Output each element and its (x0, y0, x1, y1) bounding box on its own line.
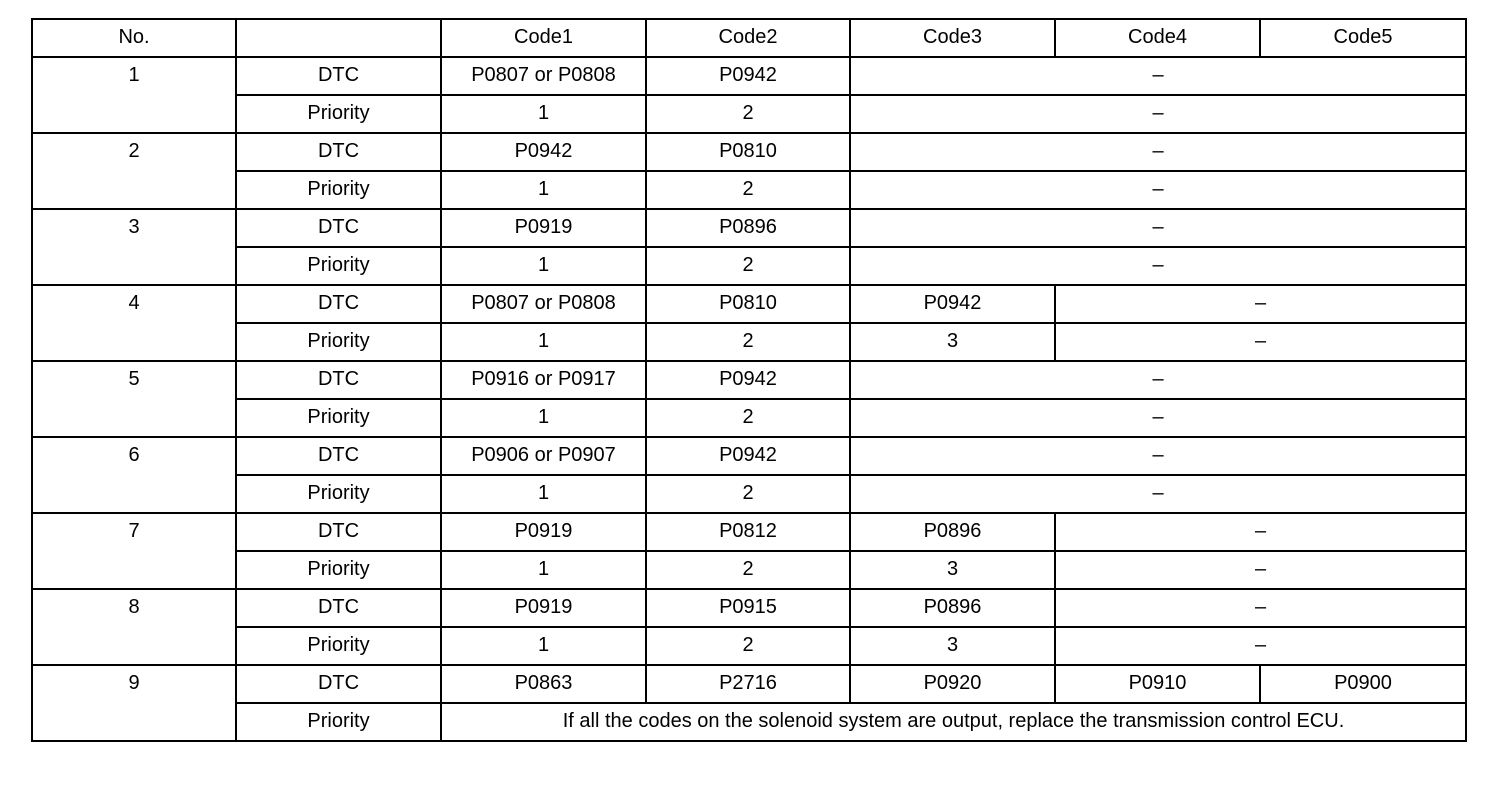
table-header-row (32, 19, 1466, 57)
dtc-empty: – (1055, 513, 1466, 551)
priority-empty: – (850, 399, 1466, 437)
header-code3: Code3 (850, 19, 1055, 57)
priority-value: 2 (646, 247, 850, 285)
priority-label: Priority (236, 247, 441, 285)
dtc-label: DTC (236, 57, 441, 95)
dtc-code: P0919 (441, 513, 646, 551)
priority-value: 1 (441, 551, 646, 589)
priority-label: Priority (236, 399, 441, 437)
table-row (32, 513, 1466, 551)
table-row (32, 133, 1466, 171)
table-row (32, 589, 1466, 627)
priority-value: 2 (646, 475, 850, 513)
dtc-code: P0906 or P0907 (441, 437, 646, 475)
priority-value: 2 (646, 323, 850, 361)
priority-value: 1 (441, 171, 646, 209)
dtc-code: P0919 (441, 209, 646, 247)
dtc-code: P0942 (441, 133, 646, 171)
dtc-code: P0807 or P0808 (441, 285, 646, 323)
priority-label: Priority (236, 703, 441, 741)
table-row (32, 323, 1466, 361)
dtc-label: DTC (236, 285, 441, 323)
priority-value: 2 (646, 95, 850, 133)
priority-empty: – (850, 171, 1466, 209)
table-row (32, 171, 1466, 209)
dtc-code: P0863 (441, 665, 646, 703)
table-row (32, 437, 1466, 475)
dtc-code: P0910 (1055, 665, 1260, 703)
table-row (32, 703, 1466, 741)
header-code2: Code2 (646, 19, 850, 57)
header-code1: Code1 (441, 19, 646, 57)
priority-label: Priority (236, 323, 441, 361)
dtc-label: DTC (236, 437, 441, 475)
priority-label: Priority (236, 627, 441, 665)
dtc-code: P0920 (850, 665, 1055, 703)
table-row (32, 627, 1466, 665)
dtc-empty: – (850, 437, 1466, 475)
dtc-empty: – (850, 133, 1466, 171)
row-number: 2 (32, 133, 236, 209)
priority-value: 1 (441, 475, 646, 513)
priority-empty: – (850, 247, 1466, 285)
dtc-code: P0896 (850, 589, 1055, 627)
table-row (32, 361, 1466, 399)
dtc-empty: – (850, 361, 1466, 399)
table-row (32, 399, 1466, 437)
dtc-code: P0900 (1260, 665, 1466, 703)
dtc-code: P0942 (646, 57, 850, 95)
priority-label: Priority (236, 171, 441, 209)
table-row (32, 665, 1466, 703)
dtc-priority-table (31, 18, 1467, 742)
dtc-code: P0942 (646, 361, 850, 399)
priority-value: 2 (646, 627, 850, 665)
priority-value: 2 (646, 551, 850, 589)
priority-value: 1 (441, 323, 646, 361)
priority-note: If all the codes on the solenoid system are output, replace the transmission control ECU. (441, 703, 1466, 741)
header-label (236, 19, 441, 57)
table-row (32, 551, 1466, 589)
priority-empty: – (850, 95, 1466, 133)
dtc-label: DTC (236, 133, 441, 171)
row-number: 3 (32, 209, 236, 285)
dtc-label: DTC (236, 513, 441, 551)
dtc-empty: – (850, 57, 1466, 95)
dtc-code: P0807 or P0808 (441, 57, 646, 95)
row-number: 4 (32, 285, 236, 361)
dtc-code: P0810 (646, 285, 850, 323)
dtc-code: P2716 (646, 665, 850, 703)
row-number: 6 (32, 437, 236, 513)
row-number: 1 (32, 57, 236, 133)
priority-empty: – (1055, 323, 1466, 361)
dtc-label: DTC (236, 665, 441, 703)
dtc-code: P0942 (646, 437, 850, 475)
dtc-code: P0916 or P0917 (441, 361, 646, 399)
dtc-code: P0810 (646, 133, 850, 171)
priority-empty: – (1055, 627, 1466, 665)
dtc-empty: – (1055, 285, 1466, 323)
dtc-code: P0812 (646, 513, 850, 551)
table-row (32, 57, 1466, 95)
priority-empty: – (1055, 551, 1466, 589)
priority-value: 1 (441, 399, 646, 437)
priority-value: 1 (441, 95, 646, 133)
table-row (32, 247, 1466, 285)
dtc-code: P0896 (850, 513, 1055, 551)
priority-value: 2 (646, 171, 850, 209)
dtc-label: DTC (236, 361, 441, 399)
priority-value: 3 (850, 323, 1055, 361)
priority-value: 1 (441, 627, 646, 665)
header-code4: Code4 (1055, 19, 1260, 57)
priority-value: 1 (441, 247, 646, 285)
header-no: No. (32, 19, 236, 57)
dtc-code: P0896 (646, 209, 850, 247)
table-row (32, 209, 1466, 247)
priority-value: 3 (850, 627, 1055, 665)
dtc-label: DTC (236, 209, 441, 247)
priority-empty: – (850, 475, 1466, 513)
row-number: 8 (32, 589, 236, 665)
table-row (32, 95, 1466, 133)
row-number: 9 (32, 665, 236, 741)
dtc-label: DTC (236, 589, 441, 627)
header-code5: Code5 (1260, 19, 1466, 57)
dtc-code: P0942 (850, 285, 1055, 323)
priority-value: 2 (646, 399, 850, 437)
row-number: 5 (32, 361, 236, 437)
priority-label: Priority (236, 95, 441, 133)
dtc-empty: – (850, 209, 1466, 247)
priority-label: Priority (236, 475, 441, 513)
dtc-code: P0915 (646, 589, 850, 627)
row-number: 7 (32, 513, 236, 589)
dtc-empty: – (1055, 589, 1466, 627)
priority-value: 3 (850, 551, 1055, 589)
dtc-code: P0919 (441, 589, 646, 627)
priority-label: Priority (236, 551, 441, 589)
table-row (32, 475, 1466, 513)
table-row (32, 285, 1466, 323)
